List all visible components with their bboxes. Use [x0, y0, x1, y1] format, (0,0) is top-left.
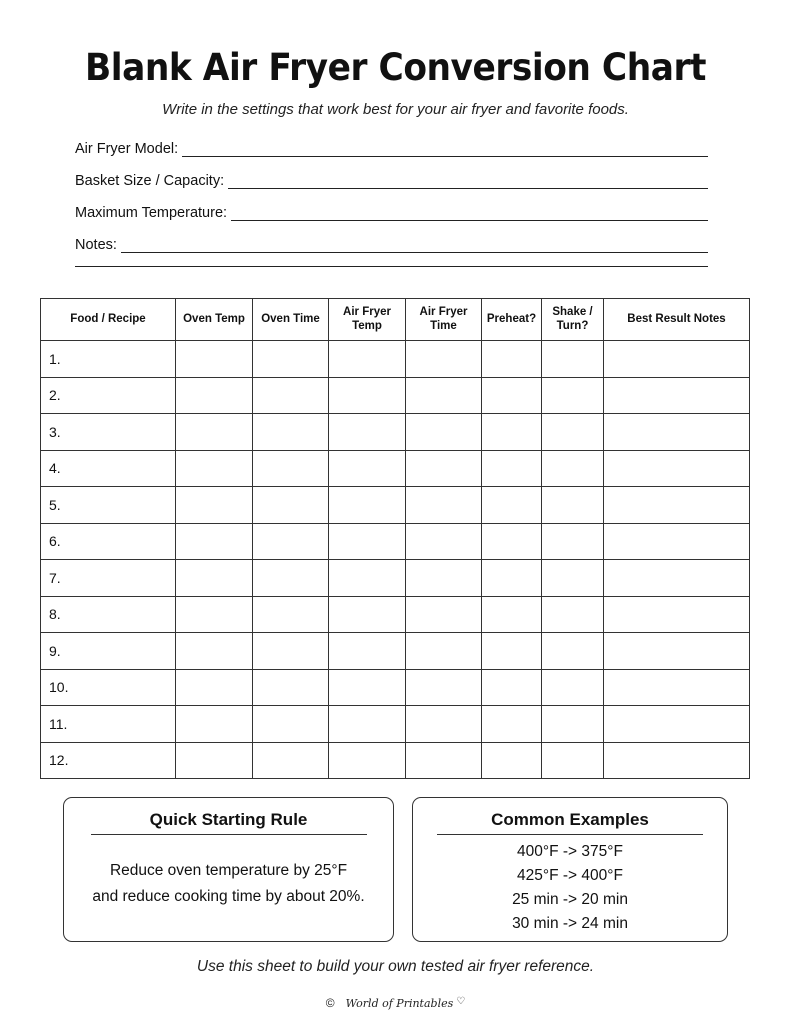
- table-cell[interactable]: [176, 450, 253, 487]
- table-row: [41, 377, 750, 414]
- table-cell[interactable]: [542, 341, 604, 378]
- table-cell[interactable]: [542, 487, 604, 524]
- column-header: Air Fryer Temp: [329, 299, 406, 341]
- row-number-cell[interactable]: 3.: [41, 414, 176, 451]
- table-cell[interactable]: [604, 596, 750, 633]
- table-row: [41, 596, 750, 633]
- table-cell[interactable]: [482, 450, 542, 487]
- table-cell[interactable]: [542, 669, 604, 706]
- field-label: Notes:: [75, 237, 117, 253]
- table-cell[interactable]: [176, 596, 253, 633]
- heart-outline-icon: ♡: [456, 996, 466, 1007]
- column-header: Shake / Turn?: [542, 299, 604, 341]
- table-cell[interactable]: [329, 669, 406, 706]
- table-header-row: [41, 299, 750, 341]
- table-cell[interactable]: [542, 377, 604, 414]
- write-in-line[interactable]: [228, 175, 708, 189]
- table-cell[interactable]: [176, 560, 253, 597]
- table-cell[interactable]: [253, 487, 329, 524]
- row-number-cell[interactable]: 10.: [41, 669, 176, 706]
- table-cell[interactable]: [482, 706, 542, 743]
- table-cell[interactable]: [482, 377, 542, 414]
- row-number-cell[interactable]: 4.: [41, 450, 176, 487]
- table-cell[interactable]: [604, 414, 750, 451]
- table-cell[interactable]: [604, 706, 750, 743]
- table-cell[interactable]: [406, 633, 482, 670]
- common-examples-box: [412, 797, 728, 942]
- row-number-cell[interactable]: 2.: [41, 377, 176, 414]
- notes-extra-line[interactable]: [75, 266, 708, 267]
- row-number-cell[interactable]: 7.: [41, 560, 176, 597]
- table-cell[interactable]: [482, 487, 542, 524]
- table-cell[interactable]: [406, 377, 482, 414]
- column-header: Best Result Notes: [604, 299, 750, 341]
- table-row: [41, 742, 750, 779]
- conversion-table: [40, 298, 750, 779]
- write-in-line[interactable]: [231, 207, 708, 221]
- row-number-cell[interactable]: 1.: [41, 341, 176, 378]
- table-cell[interactable]: [329, 706, 406, 743]
- table-cell[interactable]: [253, 633, 329, 670]
- table-cell[interactable]: [176, 742, 253, 779]
- table-cell[interactable]: [253, 377, 329, 414]
- table-cell[interactable]: [542, 560, 604, 597]
- table-cell[interactable]: [176, 633, 253, 670]
- table-cell[interactable]: [329, 377, 406, 414]
- table-cell[interactable]: [604, 633, 750, 670]
- table-cell[interactable]: [604, 341, 750, 378]
- quick-rule-heading: Quick Starting Rule: [149, 810, 308, 829]
- column-header: Air Fryer Time: [406, 299, 482, 341]
- quick-rule-line: Reduce oven temperature by 25°F: [109, 862, 348, 879]
- table-row: [41, 341, 750, 378]
- table-cell[interactable]: [542, 706, 604, 743]
- table-cell[interactable]: [406, 523, 482, 560]
- table-cell[interactable]: [176, 341, 253, 378]
- table-row: [41, 706, 750, 743]
- table-cell[interactable]: [329, 633, 406, 670]
- table-cell[interactable]: [482, 560, 542, 597]
- table-row: [41, 560, 750, 597]
- table-cell[interactable]: [329, 414, 406, 451]
- example-line: 30 min -> 24 min: [512, 915, 628, 932]
- page-subtitle: Write in the settings that work best for your air fryer and favorite foods.: [162, 101, 629, 118]
- column-header: Food / Recipe: [41, 299, 176, 341]
- table-cell[interactable]: [406, 560, 482, 597]
- table-cell[interactable]: [329, 523, 406, 560]
- field-basket-size: [75, 171, 708, 189]
- table-cell[interactable]: [482, 523, 542, 560]
- table-cell[interactable]: [604, 450, 750, 487]
- table-cell[interactable]: [542, 450, 604, 487]
- table-cell[interactable]: [604, 377, 750, 414]
- row-number-cell[interactable]: 9.: [41, 633, 176, 670]
- column-header: Oven Temp: [176, 299, 253, 341]
- brand-name: World of Printables: [345, 997, 454, 1010]
- row-number-cell[interactable]: 8.: [41, 596, 176, 633]
- table-cell[interactable]: [604, 523, 750, 560]
- table-cell[interactable]: [176, 487, 253, 524]
- table-cell[interactable]: [482, 341, 542, 378]
- table-cell[interactable]: [604, 560, 750, 597]
- row-number-cell[interactable]: 11.: [41, 706, 176, 743]
- table-cell[interactable]: [482, 742, 542, 779]
- table-cell[interactable]: [176, 706, 253, 743]
- copyright-icon: ©: [325, 996, 335, 1010]
- table-row: [41, 633, 750, 670]
- table-cell[interactable]: [604, 669, 750, 706]
- table-cell[interactable]: [604, 487, 750, 524]
- table-cell[interactable]: [329, 450, 406, 487]
- column-header: Oven Time: [253, 299, 329, 341]
- example-line: 425°F -> 400°F: [517, 867, 623, 884]
- table-cell[interactable]: [542, 523, 604, 560]
- example-line: 400°F -> 375°F: [517, 843, 623, 860]
- table-cell[interactable]: [406, 487, 482, 524]
- column-header: Preheat?: [482, 299, 542, 341]
- table-cell[interactable]: [482, 633, 542, 670]
- row-number-cell[interactable]: 5.: [41, 487, 176, 524]
- table-cell[interactable]: [542, 742, 604, 779]
- table-cell[interactable]: [542, 596, 604, 633]
- table-cell[interactable]: [253, 523, 329, 560]
- table-cell[interactable]: [406, 706, 482, 743]
- table-cell[interactable]: [176, 523, 253, 560]
- write-in-line[interactable]: [121, 239, 708, 253]
- field-label: Basket Size / Capacity:: [75, 173, 225, 189]
- table-cell[interactable]: [253, 341, 329, 378]
- table-row: [41, 450, 750, 487]
- table-cell[interactable]: [406, 414, 482, 451]
- table-cell[interactable]: [329, 596, 406, 633]
- table-cell[interactable]: [253, 596, 329, 633]
- page-title: Blank Air Fryer Conversion Chart: [84, 46, 707, 89]
- field-notes: [75, 235, 708, 253]
- table-cell[interactable]: [406, 742, 482, 779]
- table-cell[interactable]: [253, 669, 329, 706]
- table-cell[interactable]: [482, 596, 542, 633]
- table-cell[interactable]: [253, 560, 329, 597]
- table-row: [41, 523, 750, 560]
- divider: [91, 834, 367, 835]
- field-maximum-temperature: [75, 203, 708, 221]
- table-cell[interactable]: [329, 487, 406, 524]
- table-row: [41, 487, 750, 524]
- field-label: Air Fryer Model:: [75, 141, 179, 157]
- example-line: 25 min -> 20 min: [512, 891, 628, 908]
- table-cell[interactable]: [604, 742, 750, 779]
- table-cell[interactable]: [482, 414, 542, 451]
- brand-footer: [0, 996, 791, 1010]
- table-cell[interactable]: [176, 377, 253, 414]
- table-cell[interactable]: [253, 706, 329, 743]
- table-cell[interactable]: [406, 450, 482, 487]
- table-cell[interactable]: [482, 669, 542, 706]
- table-cell[interactable]: [253, 450, 329, 487]
- quick-starting-rule-box: [63, 797, 394, 942]
- field-air-fryer-model: [75, 139, 708, 157]
- table-row: [41, 414, 750, 451]
- table-cell[interactable]: [329, 560, 406, 597]
- table-cell[interactable]: [176, 669, 253, 706]
- table-cell[interactable]: [542, 633, 604, 670]
- table-row: [41, 669, 750, 706]
- table-cell[interactable]: [406, 341, 482, 378]
- table-cell[interactable]: [253, 414, 329, 451]
- table-cell[interactable]: [406, 669, 482, 706]
- row-number-cell[interactable]: 6.: [41, 523, 176, 560]
- field-label: Maximum Temperature:: [75, 205, 228, 221]
- table-cell[interactable]: [329, 742, 406, 779]
- divider: [437, 834, 703, 835]
- table-cell[interactable]: [329, 341, 406, 378]
- table-cell[interactable]: [406, 596, 482, 633]
- quick-rule-line: and reduce cooking time by about 20%.: [92, 888, 365, 905]
- footer-note: Use this sheet to build your own tested air fryer reference.: [196, 958, 595, 975]
- table-cell[interactable]: [253, 742, 329, 779]
- table-cell[interactable]: [176, 414, 253, 451]
- examples-heading: Common Examples: [491, 810, 649, 829]
- write-in-line[interactable]: [182, 143, 708, 157]
- row-number-cell[interactable]: 12.: [41, 742, 176, 779]
- table-cell[interactable]: [542, 414, 604, 451]
